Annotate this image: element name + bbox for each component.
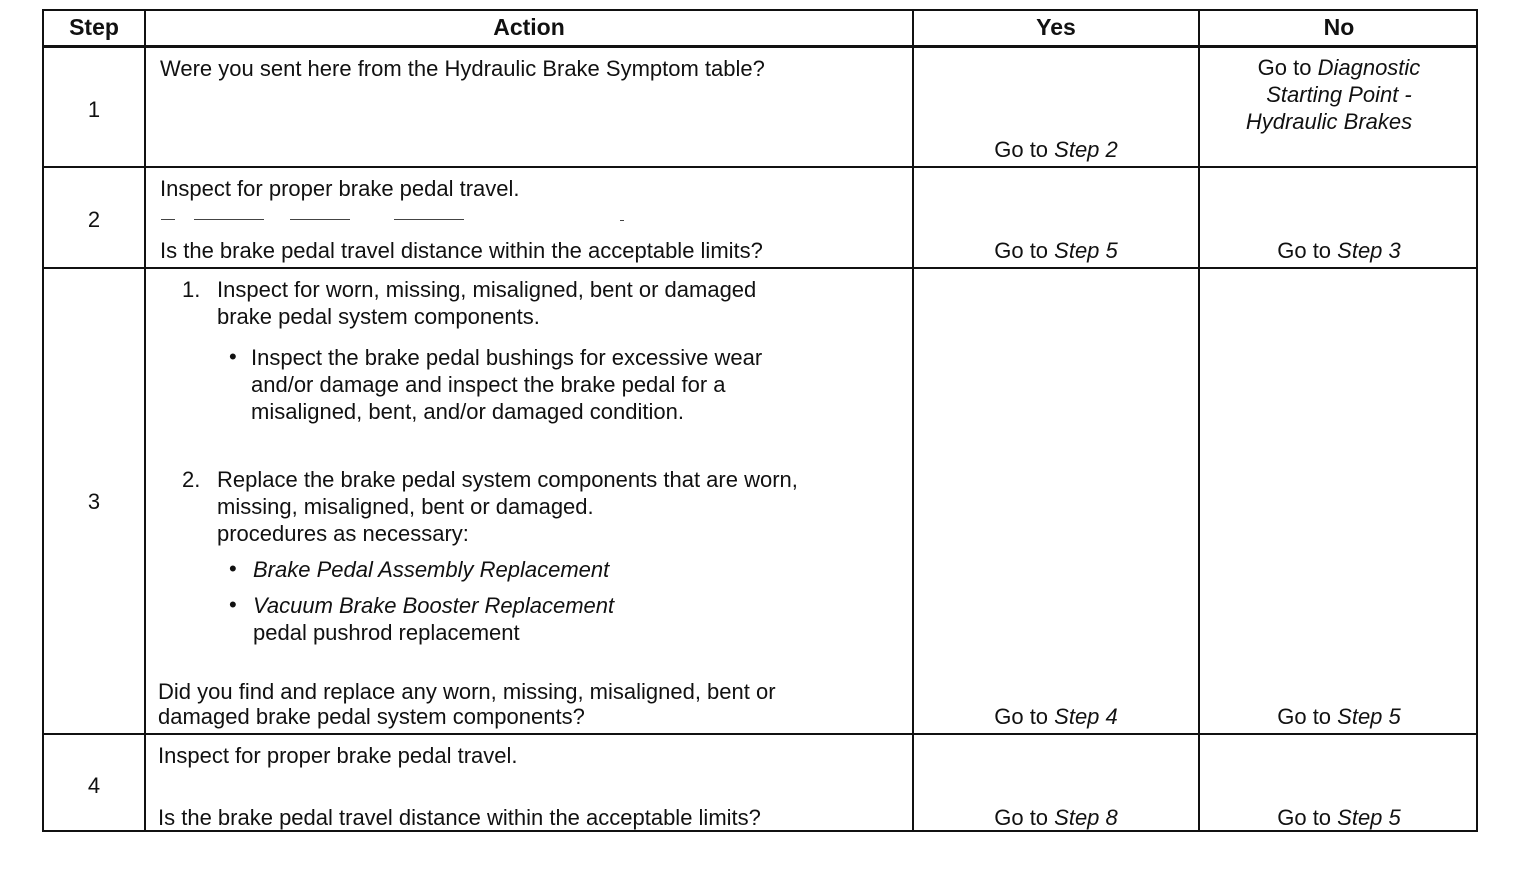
bullet-item: Brake Pedal Assembly Replacement (253, 557, 610, 582)
header-action: Action (493, 14, 565, 40)
bullet-item: Vacuum Brake Booster Replacement pedal pushrod replacement (253, 593, 615, 645)
no-outcome: Go to Step 3 (1277, 238, 1401, 263)
action-question: Is the brake pedal travel distance within the acceptable limits? (158, 805, 761, 830)
step-number: 4 (87, 773, 101, 798)
scan-artifact (290, 219, 350, 220)
header-step: Step (69, 14, 119, 40)
step-number: 3 (87, 489, 101, 514)
yes-outcome: Go to Step 5 (994, 238, 1118, 263)
header-no: No (1323, 14, 1355, 40)
action-question: Is the brake pedal travel distance within the acceptable limits? (160, 238, 763, 263)
list-item: Replace the brake pedal system components that are worn, missing, misaligned, bent or damaged. procedures as necessary: (217, 467, 798, 546)
no-outcome: Go to Diagnostic Starting Point - Hydraulic Brakes (1245, 55, 1421, 134)
step-number: 1 (87, 97, 101, 122)
no-outcome: Go to Step 5 (1277, 805, 1401, 830)
list-item: Inspect for worn, missing, misaligned, bent or damaged brake pedal system components. (217, 277, 757, 329)
diagnostic-table (42, 9, 1478, 832)
scan-artifact (194, 219, 264, 220)
yes-outcome: Go to Step 8 (994, 805, 1118, 830)
yes-outcome: Go to Step 2 (994, 137, 1118, 162)
step-reference: Step 8 (1054, 805, 1118, 830)
list-number: 1. (182, 277, 201, 302)
header-yes: Yes (1036, 14, 1076, 40)
step-reference: Step 5 (1337, 805, 1401, 830)
row-divider (44, 267, 1476, 269)
row-divider (44, 166, 1476, 168)
bullet-icon: • (229, 344, 237, 369)
step-reference: Step 3 (1337, 238, 1401, 263)
action-text: Were you sent here from the Hydraulic Brake Symptom table? (160, 56, 765, 81)
step-reference: Step 4 (1054, 704, 1118, 729)
step-reference: Step 2 (1054, 137, 1118, 162)
list-number: 2. (182, 467, 201, 492)
row-divider (44, 733, 1476, 735)
scan-artifact (161, 219, 175, 220)
bullet-icon: • (229, 556, 237, 581)
action-question: Did you find and replace any worn, missing, misaligned, bent or damaged brake pedal system components? (158, 679, 776, 729)
no-outcome: Go to Step 5 (1277, 704, 1401, 729)
step-number: 2 (87, 207, 101, 232)
step-reference: Step 5 (1337, 704, 1401, 729)
scan-artifact (394, 219, 464, 220)
bullet-item: Inspect the brake pedal bushings for excessive wear and/or damage and inspect the brake pedal for a misaligned, bent, and/or damaged condition. (251, 345, 763, 424)
scan-artifact (620, 220, 624, 221)
action-text: Inspect for proper brake pedal travel. (158, 743, 518, 768)
yes-outcome: Go to Step 4 (994, 704, 1118, 729)
step-reference: Step 5 (1054, 238, 1118, 263)
action-text: Inspect for proper brake pedal travel. (160, 176, 520, 201)
column-divider (144, 11, 146, 830)
header-divider (44, 45, 1476, 48)
bullet-icon: • (229, 592, 237, 617)
